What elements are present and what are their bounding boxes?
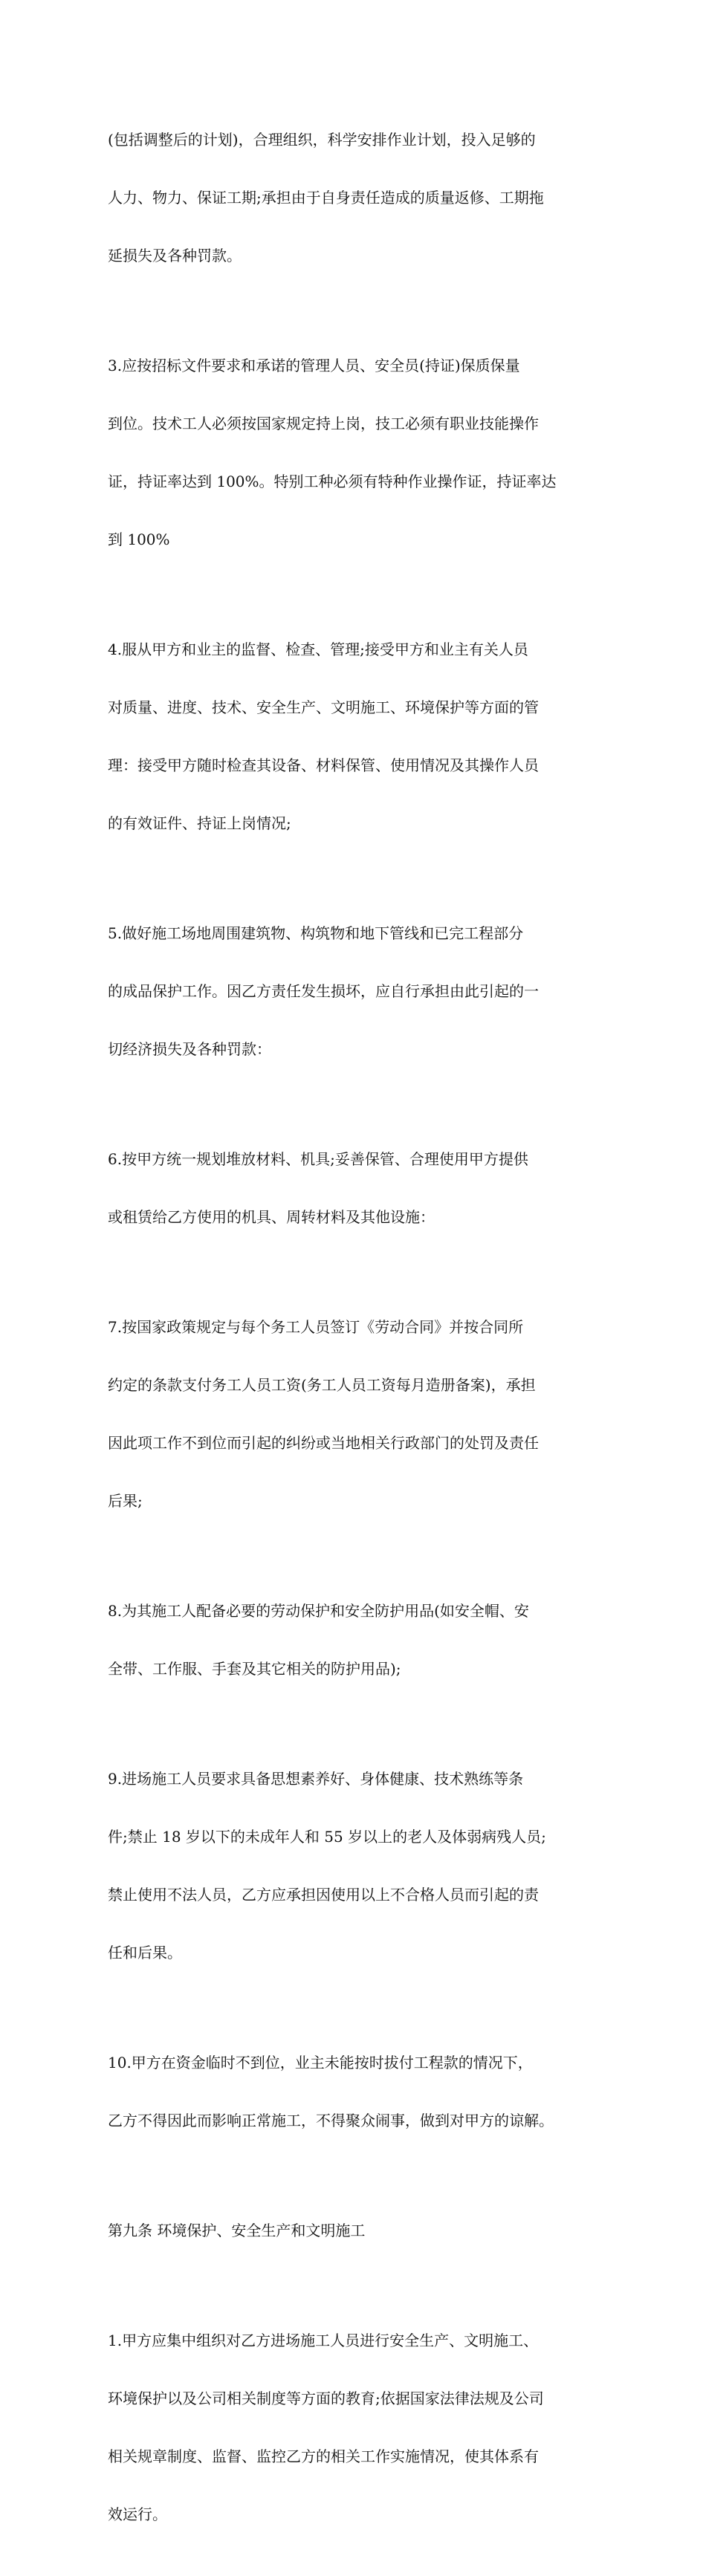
text-line: 1.甲方应集中组织对乙方进场施工人员进行安全生产、文明施工、 — [108, 2332, 539, 2349]
text-line: 对质量、进度、技术、安全生产、文明施工、环境保护等方面的管 — [108, 698, 539, 716]
text-line: 效运行。 — [108, 2505, 167, 2523]
paragraph-item-5 — [108, 885, 609, 1097]
paragraph-continuation — [108, 91, 609, 304]
text-line: 7.按国家政策规定与每个务工人员签订《劳动合同》并按合同所 — [108, 1318, 524, 1336]
text-line: 人力、物力、保证工期;承担由于自身责任造成的质量返修、工期拖 — [108, 189, 544, 207]
text-line: 或租赁给乙方使用的机具、周转材料及其他设施： — [108, 1208, 435, 1226]
text-line: 环境保护以及公司相关制度等方面的教育;依据国家法律法规及公司 — [108, 2390, 544, 2407]
text-line: 4.服从甲方和业主的监督、检查、管理;接受甲方和业主有关人员 — [108, 640, 528, 658]
text-line: 件;禁止 18 岁以下的未成年人和 55 岁以上的老人及体弱病残人员; — [108, 1828, 546, 1846]
text-line: 第九条 环境保护、安全生产和文明施工 — [108, 2222, 366, 2239]
text-line: 3.应按招标文件要求和承诺的管理人员、安全员(持证)保质保量 — [108, 357, 520, 374]
paragraph-item-3 — [108, 317, 609, 588]
paragraph-item-9 — [108, 1730, 609, 2001]
paragraph-item-10 — [108, 2014, 609, 2169]
text-line: 的成品保护工作。因乙方责任发生损坏，应自行承担由此引起的一 — [108, 982, 539, 1000]
text-line: (包括调整后的计划)，合理组织，科学安排作业计划，投入足够的 — [108, 131, 536, 149]
text-line: 证，持证率达到 100%。特别工种必须有特种作业操作证，持证率达 — [108, 473, 557, 490]
paragraph-article-9-item-1 — [108, 2292, 609, 2563]
text-line: 禁止使用不法人员，乙方应承担因使用以上不合格人员而引起的责 — [108, 1886, 539, 1904]
text-line: 全带、工作服、手套及其它相关的防护用品); — [108, 1660, 401, 1678]
text-line: 因此项工作不到位而引起的纠纷或当地相关行政部门的处罚及责任 — [108, 1434, 539, 1452]
section-heading-article-9 — [108, 2182, 609, 2279]
text-line: 5.做好施工场地周围建筑物、构筑物和地下管线和已完工程部分 — [108, 924, 524, 942]
paragraph-item-6 — [108, 1111, 609, 1265]
text-line: 8.为其施工人配备必要的劳动保护和安全防护用品(如安全帽、安 — [108, 1602, 529, 1620]
text-line: 到位。技术工人必须按国家规定持上岗，技工必须有职业技能操作 — [108, 415, 539, 432]
text-line: 约定的条款支付务工人员工资(务工人员工资每月造册备案)，承担 — [108, 1376, 536, 1394]
text-line: 切经济损失及各种罚款： — [108, 1040, 271, 1058]
text-line: 乙方不得因此而影响正常施工，不得聚众闹事，做到对甲方的谅解。 — [108, 2112, 554, 2129]
text-line: 任和后果。 — [108, 1944, 182, 1962]
text-line: 相关规章制度、监督、监控乙方的相关工作实施情况，使其体系有 — [108, 2447, 539, 2465]
text-line: 9.进场施工人员要求具备思想素养好、身体健康、技术熟练等条 — [108, 1770, 524, 1788]
paragraph-item-7 — [108, 1279, 609, 1549]
document-page — [108, 91, 609, 2576]
paragraph-item-4 — [108, 601, 609, 872]
text-line: 理：接受甲方随时检查其设备、材料保管、使用情况及其操作人员 — [108, 756, 539, 774]
text-line: 10.甲方在资金临时不到位，业主未能按时拔付工程款的情况下， — [108, 2054, 533, 2071]
text-line: 到 100% — [108, 531, 170, 548]
text-line: 6.按甲方统一规划堆放材料、机具;妥善保管、合理使用甲方提供 — [108, 1150, 528, 1168]
paragraph-item-8 — [108, 1563, 609, 1717]
text-line: 的有效证件、持证上岗情况; — [108, 814, 291, 832]
text-line: 后果; — [108, 1492, 143, 1510]
text-line: 延损失及各种罚款。 — [108, 247, 242, 265]
